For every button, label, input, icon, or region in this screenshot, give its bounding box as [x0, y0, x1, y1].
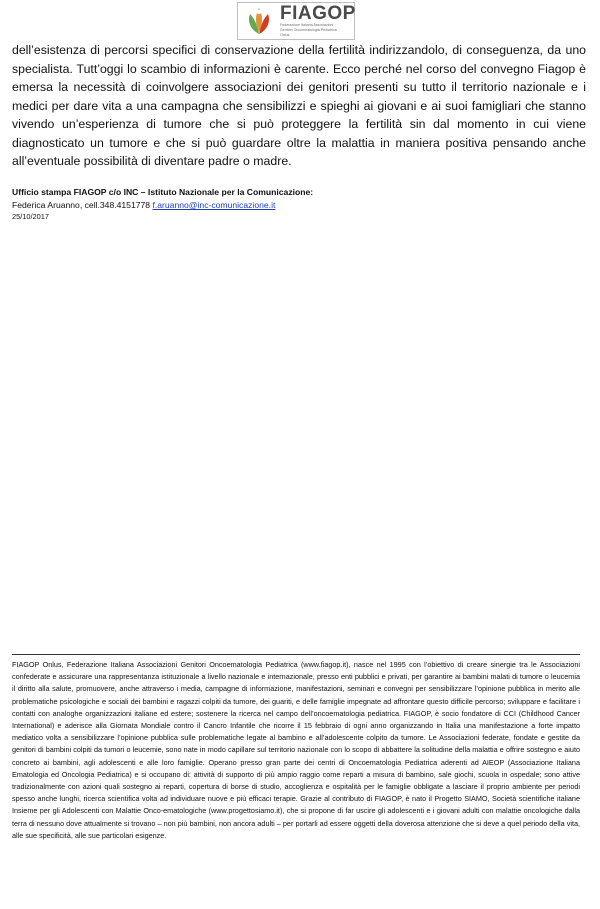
fiagop-leaf-icon — [242, 4, 276, 38]
press-contact-name: Federica Aruanno, cell.348.4151778 — [12, 200, 153, 210]
body-paragraph: dell’esistenza di percorsi specifici di conservazione della fertilità indirizzandolo, di conseguenza, da uno specialista. Tutt’oggi lo scambio di informazioni è carente. Ecco perché nel corso del convegno Fiagop è emersa la necessità di coinvolgere associazioni dei genitori presenti su tutto il territorio nazionale e i medici per dare vita a una campagna che sensibilizzi e spieghi ai giovani e ai suoi famigliari che stanno vivendo un’esperienza di tumore che si può proteggere la fertilità sin dal momento in cui viene diagnosticato un tumore e che si può guardare oltre la malattia in maniera positiva pensando anche all’eventuale possibilità di diventare padre o madre. — [12, 43, 586, 168]
press-date: 25/10/2017 — [12, 212, 49, 221]
press-contact — [12, 199, 586, 211]
logo-subtitle-2: Genitori Oncoematologia Pediatrica — [280, 28, 337, 33]
logo-name: FIAGOP — [280, 3, 356, 25]
press-office-block — [12, 186, 586, 222]
logo-subtitle-1: Federazione Italiana Associazioni — [280, 23, 334, 28]
press-email-link[interactable]: f.aruanno@inc-comunicazione.it — [152, 200, 276, 210]
footer-about-text: FIAGOP Onlus, Federazione Italiana Associazioni Genitori Oncoematologia Pediatrica (www.fiagop.it), nasce nel 1995 con l’obiettivo di creare sinergie tra le Associazioni confederate e assicurare una rappresentanza istituzionale a livello nazionale e internazionale, presso enti pubblici e privati, per garantire ai bambini malati di tumore o leucemia il diritto alla salute, promuovere, anche attraverso i media, campagne di informazione, manifestazioni, seminari e convegni per sensibilizzare l’opinione pubblica in merito alle problematiche psicologiche e sociali dei bambini e ragazzi colpiti da tumore, dei guariti, e delle famiglie impegnate ad affrontare questo difficile percorso; sviluppare e facilitare i contatti con analoghe organizzazioni italiane ed estere; sostenere la ricerca nel campo dell’oncoematologia pediatrica. FIAGOP, è socio fondatore di CCI (Childhood Cancer International) e aderisce alla Giornata Mondiale contro il Cancro Infantile che ricorre il 15 febbraio di ogni anno organizzando in Italia una manifestazione a forte impatto mediatico volta a sensibilizzare l’opinione pubblica sulle problematiche legate al bambino e all’adolescente colpito da tumore. Le Associazioni federate, fondate e gestite da genitori di bambini colpiti da tumori o leucemie, sono nate in modo capillare sul territorio nazionale con lo scopo di abbattere la solitudine della malattia e offrire sostegno e aiuto concreto ai bambini, agli adolescenti e alle loro famiglie. Operano presso gran parte dei centri di Oncoematologia Pediatrica aderenti ad AIEOP (Associazione Italiana Ematologia ed Oncologia Pediatrica) e si occupano di: attività di supporto di più ampio raggio come reparti a misura di bambino, sale giochi, scuola in ospedale; sono attive tradizionalmente con azioni quali sostegno ai reparti, copertura di borse di studio, accoglienza e ospitalità per le famiglie obbligate a lasciare il proprio ambiente per periodi spesso anche lunghi, ricerca scientifica volta ad individuare nuove e più efficaci terapie. Grazie al contributo di FIAGOP, è nato il Progetto SIAMO, Società scientifiche italiane Insieme per gli Adolescenti con Malattie Onco-ematologiche (www.progettosiamo.it), che si propone di far uscire gli adolescenti e i giovani adulti con malattie oncologiche dalla terra di nessuno dove attualmente si trovano – non più bambini, non ancora adulti – per portarli ad essere oggetti della doverosa attenzione che si deve a quel periodo della vita, alle sue specificità, alle sue particolari esigenze. — [12, 660, 580, 840]
logo-subtitle-3: Onlus — [280, 32, 290, 37]
press-office-title: Ufficio stampa FIAGOP c/o INC – Istituto Nazionale per la Comunicazione: — [12, 187, 314, 197]
fiagop-logo — [237, 2, 355, 40]
logo-text — [280, 4, 356, 37]
footer-divider — [12, 654, 580, 655]
